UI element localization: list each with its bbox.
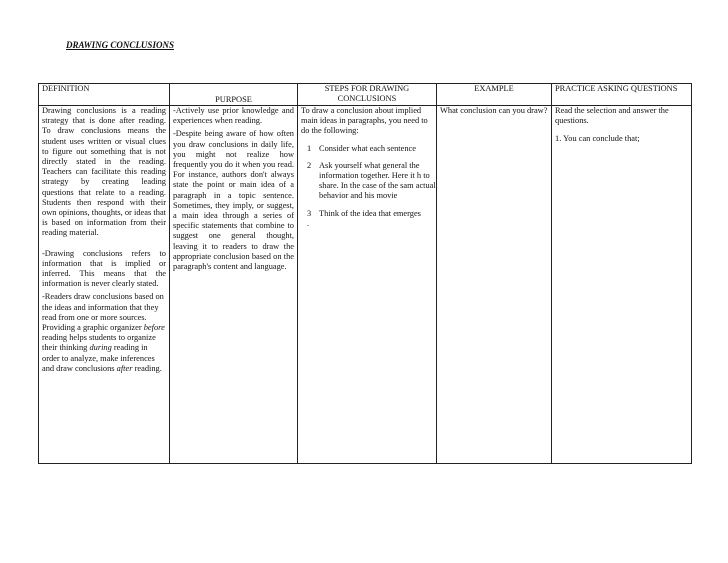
definition-implied-paragraph: -Drawing conclusions refers to information that is implied or inferred. This means that the information is never clearly stated. xyxy=(42,248,166,289)
definition-graphic-organizer-paragraph: -Readers draw conclusions based on the ideas and information that they read from one or more sources. Providing a graphic organizer before reading helps students to organize their thinking during reading in order to analyze, make inferences and draw conclusions after reading. xyxy=(42,292,165,373)
purpose-cell xyxy=(170,106,298,464)
steps-cell xyxy=(298,106,437,464)
content-row xyxy=(39,106,692,464)
steps-intro: To draw a conclusion about implied main ideas in paragraphs, you need to do the following: xyxy=(301,106,428,136)
header-definition: DEFINITION xyxy=(39,84,170,106)
header-practice: PRACTICE ASKING QUESTIONS xyxy=(552,84,692,106)
step-item-2: 2 Ask yourself what general the information together. Here it h to share. In the case of the sam actual behavior and his movie xyxy=(307,160,436,201)
practice-cell xyxy=(552,106,692,464)
purpose-prior-knowledge: -Actively use prior knowledge and experiences when reading. xyxy=(173,106,294,126)
page-title: DRAWING CONCLUSIONS xyxy=(66,40,174,50)
step-item-3: 3 Think of the idea that emerges xyxy=(307,208,421,218)
purpose-implied-main-idea: -Despite being aware of how often you draw conclusions in daily life, you might not realize how frequently you do it when you read. For instance, authors don't always state the point or main idea of a paragraph in a topic sentence. Sometimes, they imply, or suggest, a main idea through a series of specific statements that combine to suggest one general thought, leaving it to readers to draw the appropriate conclusion based on the paragraph's content and language. xyxy=(173,129,294,272)
drawing-conclusions-table xyxy=(38,83,692,464)
header-steps: STEPS FOR DRAWING CONCLUSIONS xyxy=(298,84,437,106)
header-row xyxy=(39,84,692,106)
definition-cell xyxy=(39,106,170,464)
header-purpose: PURPOSE xyxy=(170,84,298,106)
example-question: What conclusion can you draw? xyxy=(440,106,548,115)
header-example: EXAMPLE xyxy=(437,84,552,106)
step-item-1: 1 Consider what each sentence xyxy=(307,143,416,153)
practice-intro: Read the selection and answer the questions. xyxy=(555,106,669,126)
step-trailing-mark: . xyxy=(307,218,310,228)
definition-paragraph: Drawing conclusions is a reading strategy that is done after reading. To draw conclusions means the student uses written or visual clues to figure out something that is not directly stated in the reading. Teachers can facilitate this reading strategy by creating leading questions that relate to a reading. Students then respond with their own opinions, thoughts, or ideas that is based on information from their reading material. xyxy=(42,106,166,238)
practice-question-1: 1. You can conclude that; xyxy=(555,134,640,144)
example-cell xyxy=(437,106,552,464)
